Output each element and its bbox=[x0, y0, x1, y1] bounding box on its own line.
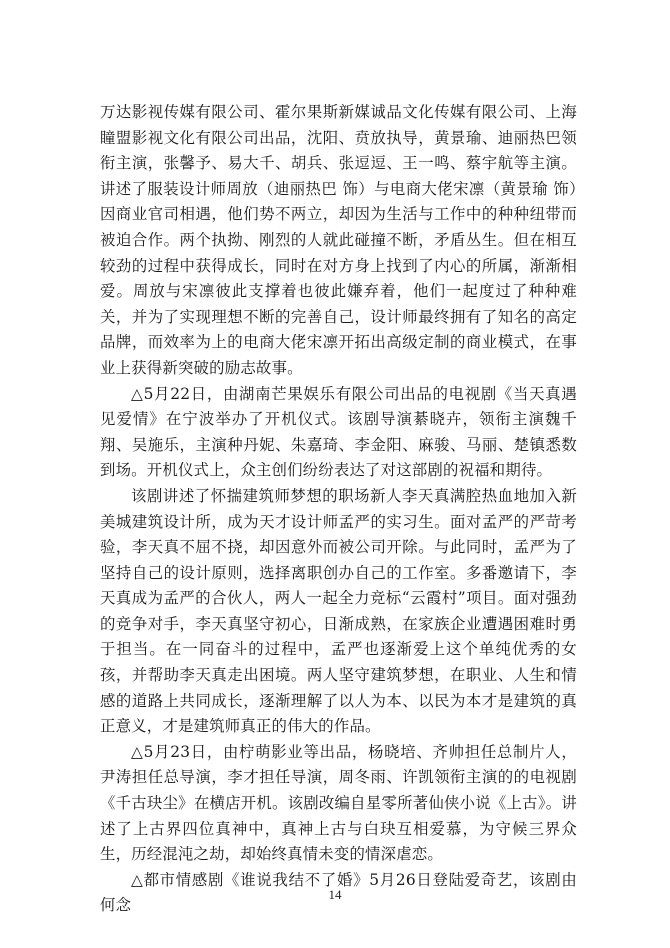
paragraph-news-item-may-26: △都市情感剧《谁说我结不了婚》5月26日登陆爱奇艺，该剧由何念 bbox=[100, 870, 577, 915]
paragraph-news-item-may-22: △5月22日，由湖南芒果娱乐有限公司出品的电视剧《当天真遇见爱情》在宁波举办了开机仪式。该剧导演綦晓卉，领衔主演魏千翔、吴施乐，主演种丹妮、朱嘉琦、李金阳、麻骏、马丽、楚镇悉数到场。开机仪式上，众主创们纷纷表达了对这部剧的祝福和期待。 bbox=[100, 384, 577, 480]
body-text bbox=[100, 100, 577, 919]
paragraph-news-item-may-23: △5月23日，由柠萌影业等出品，杨晓培、齐帅担任总制片人，尹涛担任总导演，李才担任导演，周冬雨、许凯领衔主演的的电视剧《千古玦尘》在横店开机。该剧改编自星零所著仙侠小说《上古》。讲述了上古界四位真神中，真神上古与白玦互相爱慕，为守候三界众生，历经混沌之劫，却始终真情未变的情深虐恋。 bbox=[100, 742, 577, 864]
page-number: 14 bbox=[328, 887, 342, 902]
paragraph-synopsis: 该剧讲述了怀揣建筑师梦想的职场新人李天真满腔热血地加入新美城建筑设计所，成为天才设计师孟严的实习生。面对孟严的严苛考验，李天真不屈不挠，却因意外而被公司开除。与此同时，孟严为了坚持自己的设计原则，选择离职创办自己的工作室。多番邀请下，李天真成为孟严的合伙人，两人一起全力竞标“云霞村”项目。面对强劲的竞争对手，李天真坚守初心，日渐成熟，在家族企业遭遇困难时勇于担当。在一同奋斗的过程中，孟严也逐渐爱上这个单纯优秀的女孩，并帮助李天真走出困境。两人坚守建筑梦想，在职业、人生和情感的道路上共同成长，逐渐理解了以人为本、以民为本才是建筑的真正意义，才是建筑师真正的伟大的作品。 bbox=[100, 486, 577, 736]
paragraph-continued-synopsis: 万达影视传媒有限公司、霍尔果斯新媒诚品文化传媒有限公司、上海瞳盟影视文化有限公司出品，沈阳、贲放执导，黄景瑜、迪丽热巴领衔主演，张馨予、易大千、胡兵、张逗逗、王一鸣、蔡宇航等主演。讲述了服装设计师周放（迪丽热巴 饰）与电商大佬宋凛（黄景瑜 饰）因商业官司相遇，他们势不两立，却因为生活与工作中的种种纽带而被迫合作。两个执拗、刚烈的人就此碰撞不断，矛盾丛生。但在相互较劲的过程中获得成长，同时在对方身上找到了内心的所属，渐渐相爱。周放与宋凛彼此支撑着也彼此嫌弃着，他们一起度过了种种难关，并为了实现理想不断的完善自己，设计师最终拥有了知名的高定品牌，而效率为上的电商大佬宋凛开拓出高级定制的商业模式，在事业上获得新突破的励志故事。 bbox=[100, 103, 577, 377]
